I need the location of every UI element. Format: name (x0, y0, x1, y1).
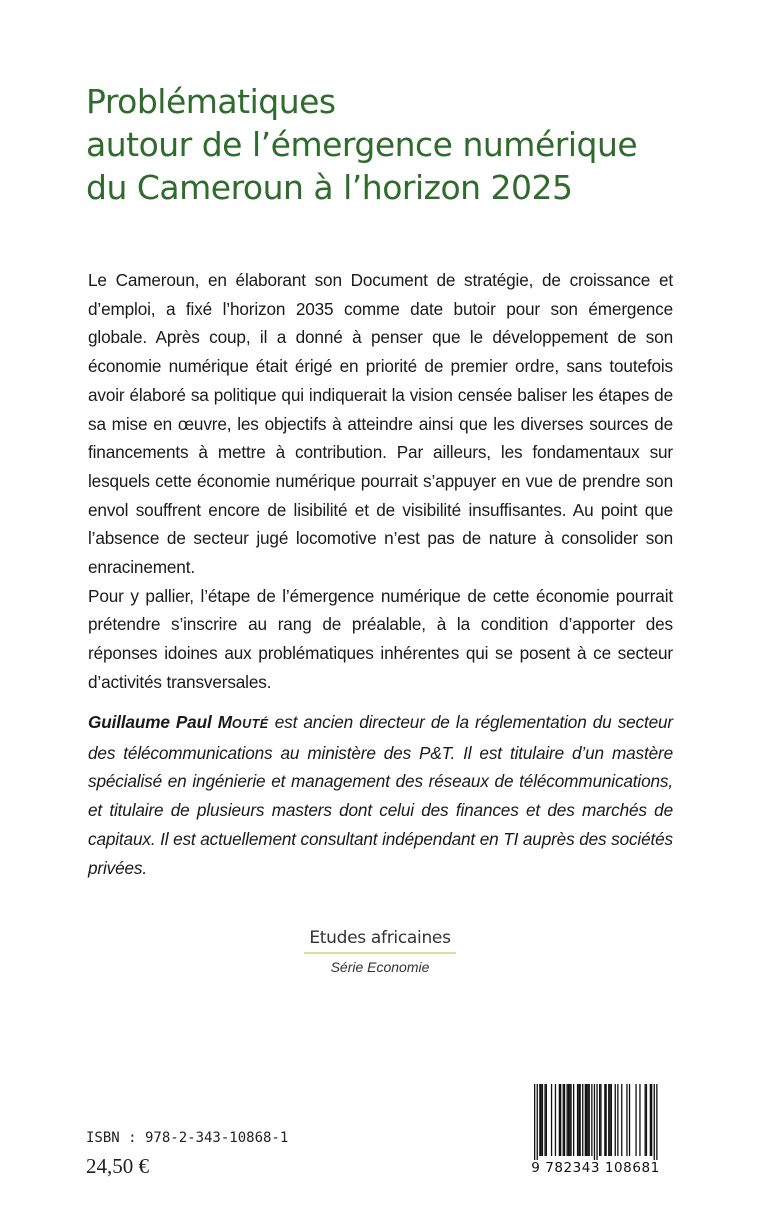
barcode-bar (645, 1084, 646, 1156)
title-line-3: du Cameroun à l’horizon 2025 (86, 168, 573, 207)
barcode-bar (591, 1084, 592, 1156)
barcode-bar (621, 1084, 622, 1156)
collection-series: Série Economie (330, 959, 430, 975)
isbn-text: ISBN : 978-2-343-10868-1 (86, 1130, 289, 1146)
barcode-bar (560, 1084, 561, 1156)
collection-divider (304, 952, 456, 954)
barcode-bar (544, 1084, 545, 1156)
summary-paragraph-2: Pour y pallier, l’étape de l’émergence numérique de cette économie pourrait prétendre s’inscrire au rang de préalable, à la condition d’apporter des réponses idoines aux problématiques inhérentes qui se posent à ce secteur d’activités transversales. (88, 585, 673, 692)
barcode-bar (639, 1084, 640, 1156)
barcode-bar (546, 1084, 547, 1156)
barcode-bar (650, 1084, 651, 1156)
barcode-bar (615, 1084, 616, 1156)
barcode-bar (539, 1084, 540, 1156)
barcode-bar (569, 1084, 570, 1156)
barcode-bar (573, 1084, 574, 1156)
barcode-bar (555, 1084, 556, 1156)
barcode-bar (617, 1084, 618, 1156)
barcode-bar (611, 1084, 612, 1156)
barcode (518, 1080, 673, 1178)
barcode-bar (608, 1084, 609, 1156)
barcode-bar (570, 1084, 571, 1156)
barcode-bar (594, 1084, 595, 1160)
barcode-bar (609, 1084, 610, 1156)
barcode-bar (606, 1084, 607, 1156)
barcode-bar (635, 1084, 636, 1156)
barcode-bar (585, 1084, 586, 1156)
barcode-bar (534, 1084, 535, 1160)
barcode-bar (599, 1084, 600, 1156)
barcode-bar (596, 1084, 597, 1160)
barcode-bar (626, 1084, 627, 1156)
title-line-2: autour de l’émergence numérique (86, 125, 638, 164)
barcode-bar (580, 1084, 581, 1156)
barcode-bar (563, 1084, 564, 1156)
barcode-bar (564, 1084, 565, 1156)
collection-name: Etudes africaines (309, 928, 451, 948)
barcode-bars (518, 1080, 673, 1160)
barcode-bar (568, 1084, 569, 1156)
book-title (86, 80, 726, 209)
title-line-1: Problématiques (86, 82, 336, 121)
barcode-bar (586, 1084, 587, 1156)
author-name-main: Guillaume Paul M (88, 712, 232, 732)
barcode-bar (589, 1084, 590, 1156)
barcode-bar (604, 1084, 605, 1156)
barcode-bar (559, 1084, 560, 1156)
barcode-bar (578, 1084, 579, 1156)
author-name-smallcaps: OUTÉ (231, 717, 269, 731)
barcode-bar (567, 1084, 568, 1156)
barcode-bar (551, 1084, 552, 1156)
barcode-bar (646, 1084, 647, 1156)
barcode-bar (656, 1084, 657, 1160)
barcode-bar (542, 1084, 543, 1156)
barcode-digits: 9 782343 108681 (531, 1160, 660, 1176)
barcode-bar (537, 1084, 538, 1160)
summary-paragraph-1: Le Cameroun, en élaborant son Document de stratégie, de croissance et d’emploi, a fixé l’horizon 2035 comme date butoir pour son émergence globale. Après coup, il a donné à penser que le développement de son économie numérique était érigé en priorité de premier ordre, sans toutefois avoir élaboré sa politique qui indiquerait la vision censée baliser les étapes de sa mise en œuvre, les objectifs à atteindre ainsi que les diverses sources de financements à mettre à contribution. Par ailleurs, les fondamentaux sur lesquels cette économie numérique pourrait s’appuyer en vue de prendre son envol souffrent encore de lisibilité et de visibilité insuffisantes. Au point que l’absence de secteur jugé locomotive n’est pas de nature à consolider son enracinement. (88, 270, 673, 578)
price-text: 24,50 € (86, 1154, 149, 1178)
author-name (88, 712, 269, 732)
barcode-bar (582, 1084, 583, 1156)
barcode-bar (629, 1084, 630, 1156)
barcode-bar (600, 1084, 601, 1156)
barcode-bar (654, 1084, 655, 1160)
collection-block (304, 928, 456, 975)
barcode-bar (587, 1084, 588, 1156)
barcode-bar (577, 1084, 578, 1156)
barcode-bar (541, 1084, 542, 1156)
barcode-bar (651, 1084, 652, 1156)
author-bio (88, 708, 673, 882)
author-bio-text: est ancien directeur de la réglementation du secteur des télécommunications au ministère des P&T. Il est titulaire d’un mastère spécialisé en ingénierie et management des réseaux de télécommunications, et titulaire de plusieurs masters dont celui des finances et des marchés de capitaux. Il est actuellement consultant indépendant en TI auprès des sociétés privées. (88, 712, 674, 878)
book-summary (88, 266, 673, 697)
